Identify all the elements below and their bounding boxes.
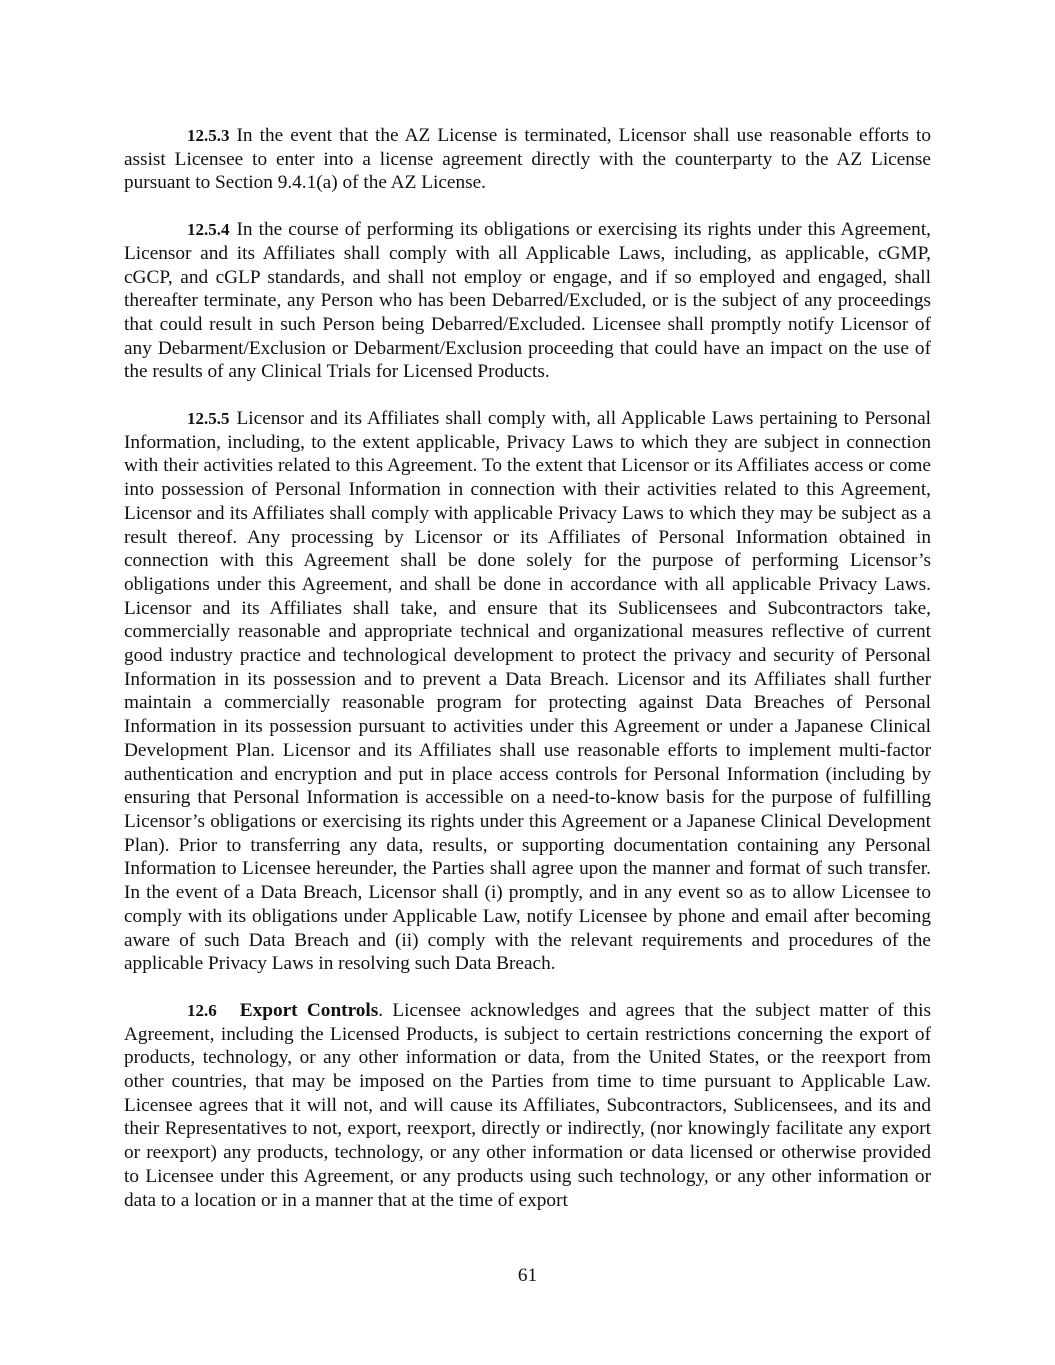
paragraph-text: Licensor and its Affiliates shall comply with, all Applicable Laws pertaining to Personal Information, including, to the extent applicable, Privacy Laws to which they are subject in connection with their activities related to this Agreement. To the extent that Licensor or its Affiliates access or come into possession of Personal Information in connection with their activities related to this Agreement, Licensor and its Affiliates shall comply with applicable Privacy Laws to which they may be subject as a result thereof. Any processing by Licensor or its Affiliates of Personal Information obtained in connection with this Agreement shall be done solely for the purpose of performing Licensor’s obligations under this Agreement, and shall be done in accordance with all applicable Privacy Laws. Licensor and its Affiliates shall take, and ensure that its Sublicensees and Subcontractors take, commercially reasonable and appropriate technical and organizational measures reflective of current good industry practice and technological development to protect the privacy and security of Personal Information in its possession and to prevent a Data Breach. Licensor and its Affiliates shall further maintain a commercially reasonable program for protecting against Data Breaches of Personal Information in its possession pursuant to activities under this Agreement or under a Japanese Clinical Development Plan. Licensor and its Affiliates shall use reasonable efforts to implement multi-factor authentication and encryption and put in place access controls for Personal Information (including by ensuring that Personal Information is accessible on a need-to-know basis for the purpose of fulfilling Licensor’s obligations or exercising its rights under this Agreement or a Japanese Clinical Development Plan). Prior to transferring any data, results, or supporting documentation containing any Personal Information to Licensee hereunder, the Parties shall agree upon the manner and format of such transfer. In the event of a Data Breach, Licensor shall (i) promptly, and in any event so as to allow Licensee to comply with its obligations under Applicable Law, notify Licensee by phone and email after becoming aware of such Data Breach and (ii) comply with the relevant requirements and procedures of the applicable Privacy Laws in resolving such Data Breach. [124,408,931,975]
paragraph-12-5-5 [124,407,931,976]
section-number: 12.5.5 [187,409,230,429]
paragraph-12-5-3 [124,124,931,195]
document-page [124,124,931,1235]
paragraph-text: In the event that the AZ License is terminated, Licensor shall use reasonable efforts to assist Licensee to enter into a license agreement directly with the counterparty to the AZ License pursuant to Section 9.4.1(a) of the AZ License. [124,125,931,194]
section-number: 12.5.4 [187,220,230,240]
section-number: 12.6 [187,1000,217,1020]
paragraph-12-5-4 [124,218,931,384]
section-number: 12.5.3 [187,126,230,145]
page-number: 61 [517,1265,538,1286]
paragraph-12-6 [124,999,931,1212]
paragraph-text: . Licensee acknowledges and agrees that the subject matter of this Agreement, including the Licensed Products, is subject to certain restrictions concerning the export of products, technology, or any other information or data, from the United States, or the reexport from other countries, that may be imposed on the Parties from time to time pursuant to Applicable Law. Licensee agrees that it will not, and will cause its Affiliates, Subcontractors, Sublicensees, and its and their Representatives to not, export, reexport, directly or indirectly, (nor knowingly facilitate any export or reexport) any products, technology, or any other information or data licensed or otherwise provided to Licensee under this Agreement, or any products using such technology, or any other information or data to a location or in a manner that at the time of export [124,999,931,1211]
paragraph-text: In the course of performing its obligations or exercising its rights under this Agreement, Licensor and its Affiliates shall comply with all Applicable Laws, including, as applicable, cGMP, cGCP, and cGLP standards, and shall not employ or engage, and if so employed and engaged, shall thereafter terminate, any Person who has been Debarred/Excluded, or is the subject of any proceedings that could result in such Person being Debarred/Excluded. Licensee shall promptly notify Licensor of any Debarment/Exclusion or Debarment/Exclusion proceeding that could have an impact on the use of the results of any Clinical Trials for Licensed Products. [124,219,931,383]
section-heading: Export Controls [239,999,379,1021]
